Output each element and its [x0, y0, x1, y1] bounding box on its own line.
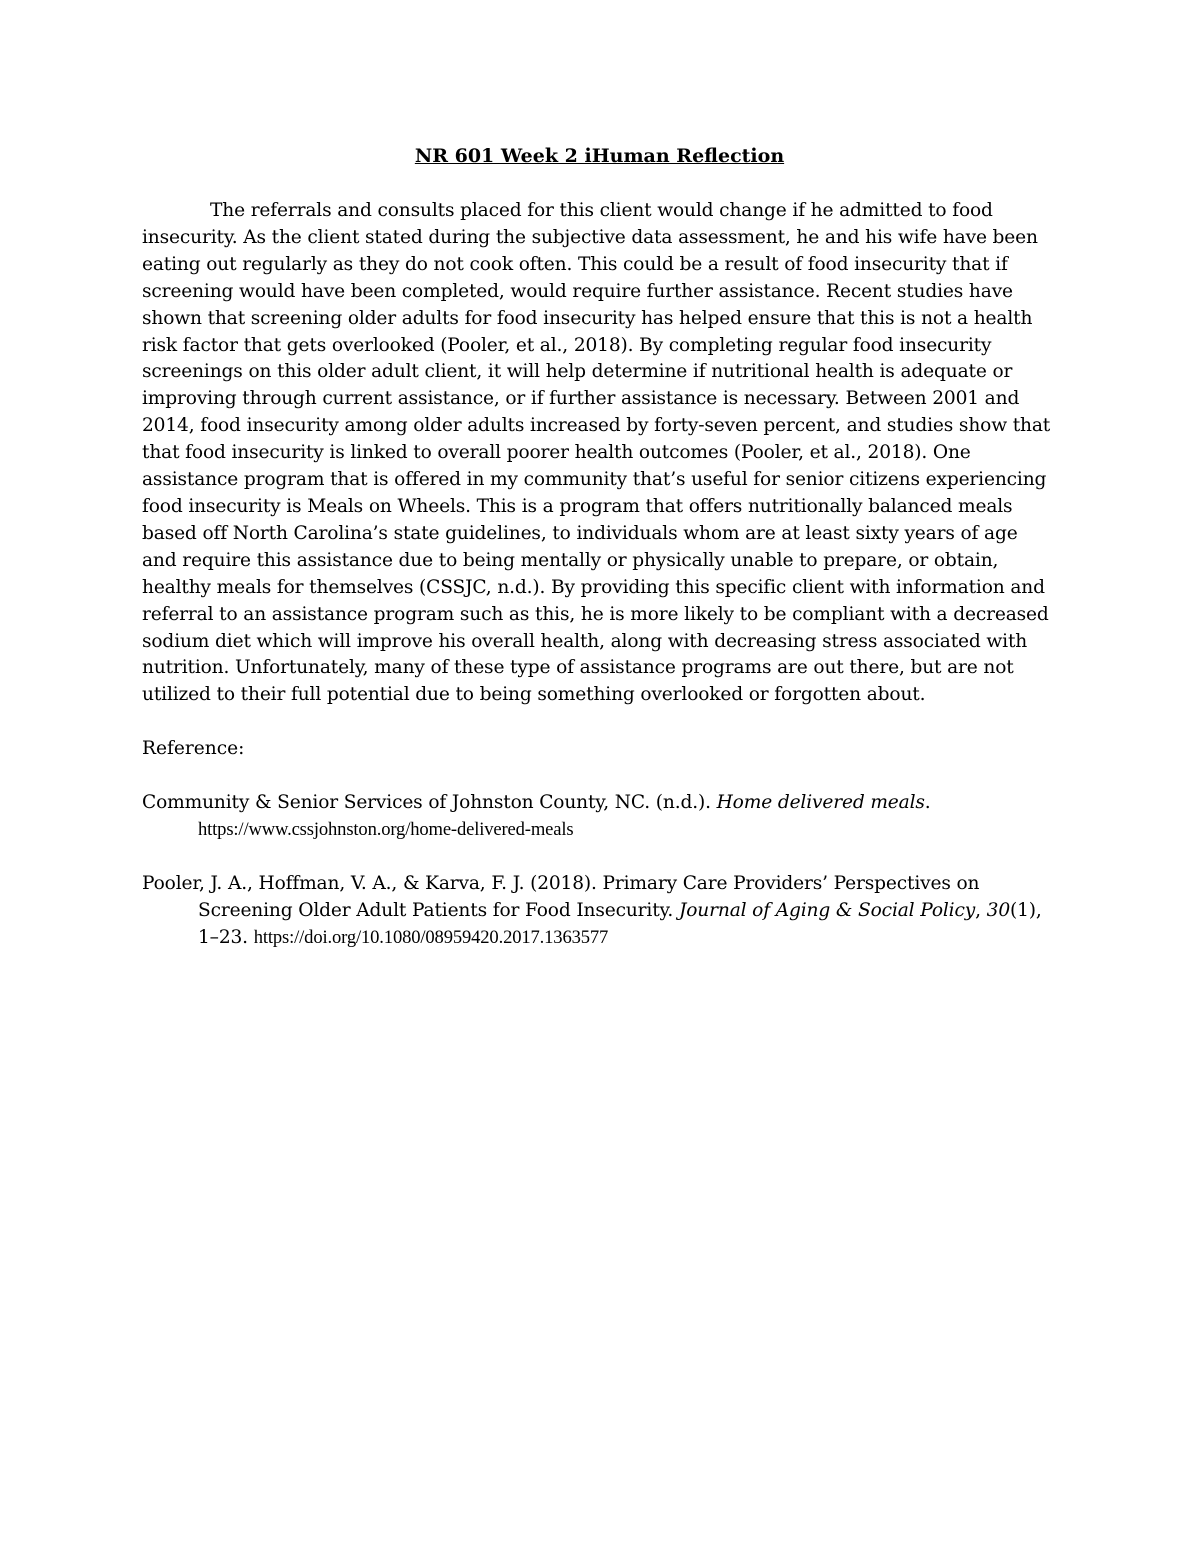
document-title: NR 601 Week 2 iHuman Reflection	[414, 145, 785, 167]
reference-url: https://www.cssjohnston.org/home-delivered-meals	[198, 819, 574, 841]
reference-author-text: Pooler, J. A., Hoffman, V. A., & Karva, F. J. (2018). Primary Care Providers’ Perspectives on Screening Older Adult Patients for Food Insecurity.	[142, 872, 980, 921]
reference-author-text: Community & Senior Services of Johnston County, NC. (n.d.).	[142, 792, 717, 814]
reference-entry-pooler	[142, 871, 1057, 952]
reference-doi: https://doi.org/10.1080/08959420.2017.1363577	[253, 926, 609, 948]
reference-issue-pages: (1), 1–23.	[198, 899, 1042, 948]
reference-journal-italic: Journal of Aging & Social Policy	[678, 899, 976, 921]
reflection-paragraph: The referrals and consults placed for this client would change if he admitted to food insecurity. As the client stated during the subjective data assessment, he and his wife have been eating out regularly as they do not cook often. This could be a result of food insecurity that if screening would have been completed, would require further assistance. Recent studies have shown that screening older adults for food insecurity has helped ensure that this is not a health risk factor that gets overlooked (Pooler, et al., 2018). By completing regular food insecurity screenings on this older adult client, it will help determine if nutritional health is adequate or improving through current assistance, or if further assistance is necessary. Between 2001 and 2014, food insecurity among older adults increased by forty-seven percent, and studies show that that food insecurity is linked to overall poorer health outcomes (Pooler, et al., 2018). One assistance program that is offered in my community that’s useful for senior citizens experiencing food insecurity is Meals on Wheels. This is a program that offers nutritionally balanced meals based off North Carolina’s state guidelines, to individuals whom are at least sixty years of age and require this assistance due to being mentally or physically unable to prepare, or obtain, healthy meals for themselves (CSSJC, n.d.). By providing this specific client with information and referral to an assistance program such as this, he is more likely to be compliant with a decreased sodium diet which will improve his overall health, along with decreasing stress associated with nutrition. Unfortunately, many of these type of assistance programs are out there, but are not utilized to their full potential due to being something overlooked or forgotten about.	[142, 200, 1051, 706]
reference-punctuation: .	[924, 792, 931, 814]
reference-volume-italic: 30	[986, 899, 1011, 921]
reference-heading: Reference:	[142, 738, 245, 760]
reference-title-italic: Home delivered meals	[716, 792, 925, 814]
reference-entry-cssjc	[142, 790, 1057, 844]
document-content	[142, 143, 1057, 979]
reference-separator: ,	[975, 899, 987, 921]
